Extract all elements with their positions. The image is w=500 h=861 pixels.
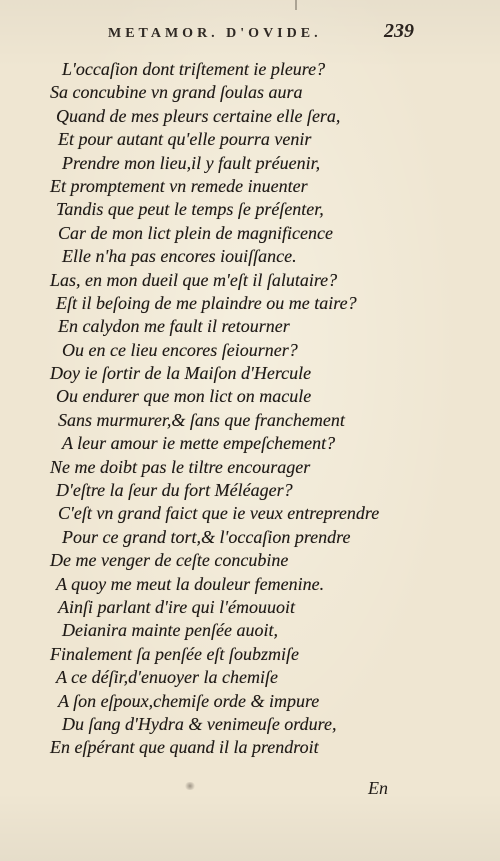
verse-line: D'eſtre la ſeur du fort Méléager? [56, 480, 293, 501]
verse-line: Sans murmurer,& ſans que franchement [58, 409, 345, 430]
verse-line: Sa concubine vn grand ſoulas aura [50, 82, 303, 103]
verse-line: Deianira mainte penſée auoit, [62, 620, 278, 641]
verse-line: Ainſi parlant d'ire qui l'émouuoit [58, 596, 296, 617]
ink-mark [184, 782, 196, 790]
verse-line: Doy ie ſortir de la Maiſon d'Hercule [50, 363, 312, 384]
verse-line: A leur amour ie mette empeſchement? [62, 433, 336, 454]
verse-line: Quand de mes pleurs certaine elle ſera, [56, 105, 341, 126]
verse-line: En calydon me fault il retourner [58, 316, 290, 337]
verse-line: Car de mon lict plein de magnificence [58, 222, 333, 243]
verse-line: A ſon eſpoux,chemiſe orde & impure [58, 690, 320, 711]
verse-line: Pour ce grand tort,& l'occaſion prendre [62, 526, 351, 547]
verse-line: Prendre mon lieu,il y fault préuenir, [62, 152, 321, 173]
verse-line: Et promptement vn remede inuenter [50, 175, 308, 196]
running-title: METAMOR. D'OVIDE. [108, 26, 322, 41]
verse-line: Et pour autant qu'elle pourra venir [58, 129, 312, 150]
verse-line: Ou endurer que mon lict on macule [56, 386, 312, 407]
verse-line: L'occaſion dont triſtement ie pleure? [62, 59, 326, 79]
verse-line: Ou en ce lieu encores ſeiourner? [62, 339, 298, 360]
verse-line: Las, en mon dueil que m'eſt il ſalutaire? [50, 269, 338, 290]
page-mark [295, 0, 297, 10]
verse-line: A ce déſir,d'enuoyer la chemiſe [56, 667, 278, 688]
verse-line: A quoy me meut la douleur femenine. [56, 573, 325, 594]
verse-line: Eſt il beſoing de me plaindre ou me taire? [56, 292, 357, 313]
catchword: En [368, 778, 388, 798]
verse-line: Elle n'ha pas encores iouiſſance. [62, 246, 297, 267]
verse-block [50, 58, 390, 760]
verse-line: De me venger de ceſte concubine [50, 550, 289, 571]
verse-line: C'eſt vn grand faict que ie veux entreprendre [58, 503, 380, 524]
page-header [108, 20, 428, 50]
page-number: 239 [384, 20, 414, 42]
verse-line: Ne me doibt pas le tiltre encourager [50, 456, 311, 477]
verse-line: Du ſang d'Hydra & venimeuſe ordure, [62, 713, 337, 734]
verse-line: Finalement ſa penſée eſt ſoubzmiſe [50, 643, 299, 664]
verse-line: Tandis que peut le temps ſe préſenter, [56, 199, 324, 220]
verse-line: En eſpérant que quand il la prendroit [50, 737, 319, 758]
